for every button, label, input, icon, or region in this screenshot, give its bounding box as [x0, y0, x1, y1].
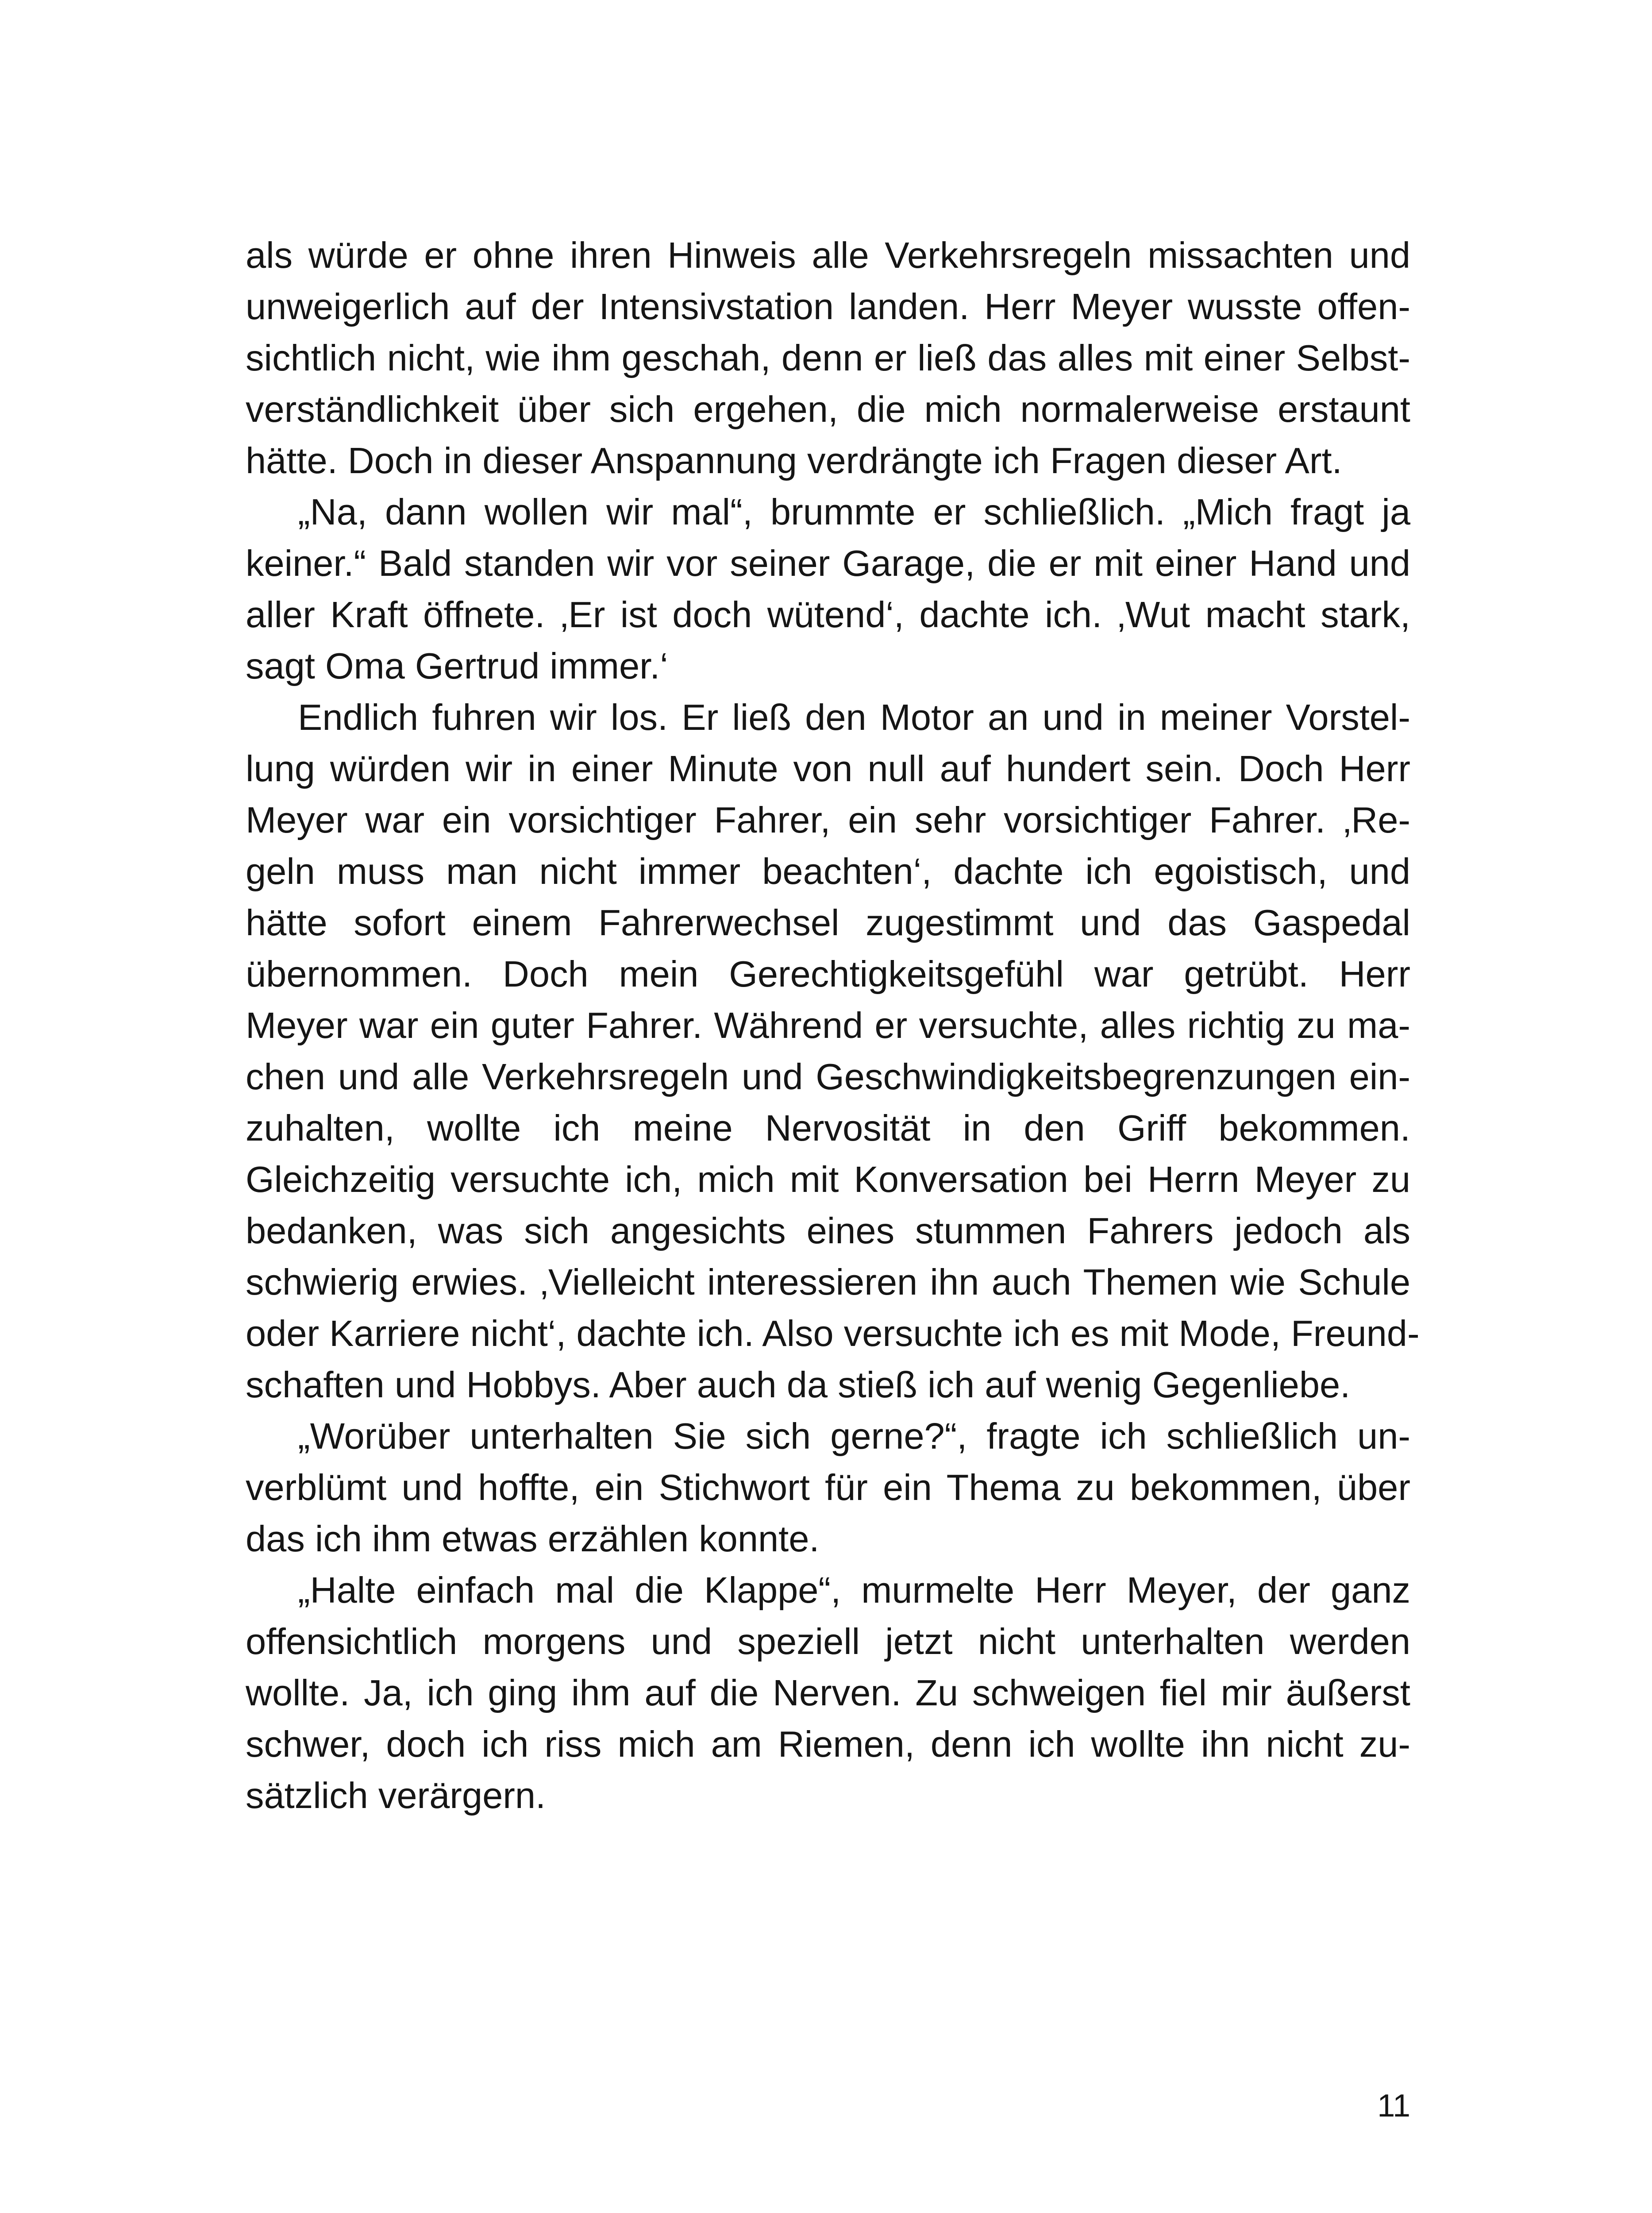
text-line: wollte. Ja, ich ging ihm auf die Nerven. Zu schweigen fiel mir äußerst	[246, 1672, 1410, 1713]
text-line: sagt Oma Gertrud immer.‘	[246, 645, 668, 686]
text-line: verständlichkeit über sich ergehen, die mich normalerweise erstaunt	[246, 389, 1410, 430]
text-line: hätte. Doch in dieser Anspannung verdrängte ich Fragen dieser Art.	[246, 440, 1342, 481]
text-line: Gleichzeitig versuchte ich, mich mit Konversation bei Herrn Meyer zu	[246, 1159, 1410, 1200]
paragraph	[246, 1565, 1410, 1821]
page-number: 11	[1377, 2088, 1410, 2124]
text-line: lung würden wir in einer Minute von null auf hundert sein. Doch Herr	[246, 748, 1410, 789]
text-line: oder Karriere nicht‘, dachte ich. Also versuchte ich es mit Mode, Freund-	[246, 1313, 1420, 1354]
text-line: chen und alle Verkehrsregeln und Geschwindigkeitsbegrenzungen ein-	[246, 1056, 1410, 1097]
text-line: bedanken, was sich angesichts eines stummen Fahrers jedoch als	[246, 1210, 1410, 1251]
text-line: „Halte einfach mal die Klappe“, murmelte Herr Meyer, der ganz	[298, 1569, 1410, 1611]
text-line: übernommen. Doch mein Gerechtigkeitsgefühl war getrübt. Herr	[246, 953, 1410, 995]
text-line: hätte sofort einem Fahrerwechsel zugestimmt und das Gaspedal	[246, 902, 1410, 943]
text-line: schwer, doch ich riss mich am Riemen, denn ich wollte ihn nicht zu-	[246, 1723, 1410, 1765]
text-line: sätzlich verärgern.	[246, 1775, 546, 1816]
paragraph	[246, 230, 1410, 486]
text-line: Meyer war ein guter Fahrer. Während er versuchte, alles richtig zu ma-	[246, 1005, 1410, 1046]
text-line: das ich ihm etwas erzählen konnte.	[246, 1518, 820, 1559]
text-line: verblümt und hoffte, ein Stichwort für ein Thema zu bekommen, über	[246, 1467, 1410, 1508]
text-line: schaften und Hobbys. Aber auch da stieß ich auf wenig Gegenliebe.	[246, 1364, 1351, 1405]
text-line: keiner.“ Bald standen wir vor seiner Garage, die er mit einer Hand und	[246, 543, 1410, 584]
text-line: offensichtlich morgens und speziell jetzt nicht unterhalten werden	[246, 1621, 1410, 1662]
text-line: „Worüber unterhalten Sie sich gerne?“, fragte ich schließlich un-	[298, 1415, 1410, 1457]
paragraph	[246, 486, 1410, 692]
text-line: zuhalten, wollte ich meine Nervosität in den Griff bekommen.	[246, 1107, 1410, 1149]
text-line: schwierig erwies. ‚Vielleicht interessieren ihn auch Themen wie Schule	[246, 1261, 1410, 1303]
text-line: als würde er ohne ihren Hinweis alle Verkehrsregeln missachten und	[246, 235, 1410, 276]
text-line: „Na, dann wollen wir mal“, brummte er schließlich. „Mich fragt ja	[298, 491, 1410, 532]
text-line: Meyer war ein vorsichtiger Fahrer, ein sehr vorsichtiger Fahrer. ‚Re-	[246, 799, 1410, 840]
text-line: Endlich fuhren wir los. Er ließ den Motor an und in meiner Vorstel-	[298, 697, 1410, 738]
paragraph	[246, 1411, 1410, 1565]
text-line: unweigerlich auf der Intensivstation landen. Herr Meyer wusste offen-	[246, 286, 1410, 327]
text-line: geln muss man nicht immer beachten‘, dachte ich egoistisch, und	[246, 851, 1410, 892]
paragraph	[246, 692, 1420, 1411]
text-line: aller Kraft öffnete. ‚Er ist doch wütend‘, dachte ich. ‚Wut macht stark,	[246, 594, 1410, 635]
body-text	[246, 230, 1420, 1821]
text-line: sichtlich nicht, wie ihm geschah, denn er ließ das alles mit einer Selbst-	[246, 337, 1410, 378]
